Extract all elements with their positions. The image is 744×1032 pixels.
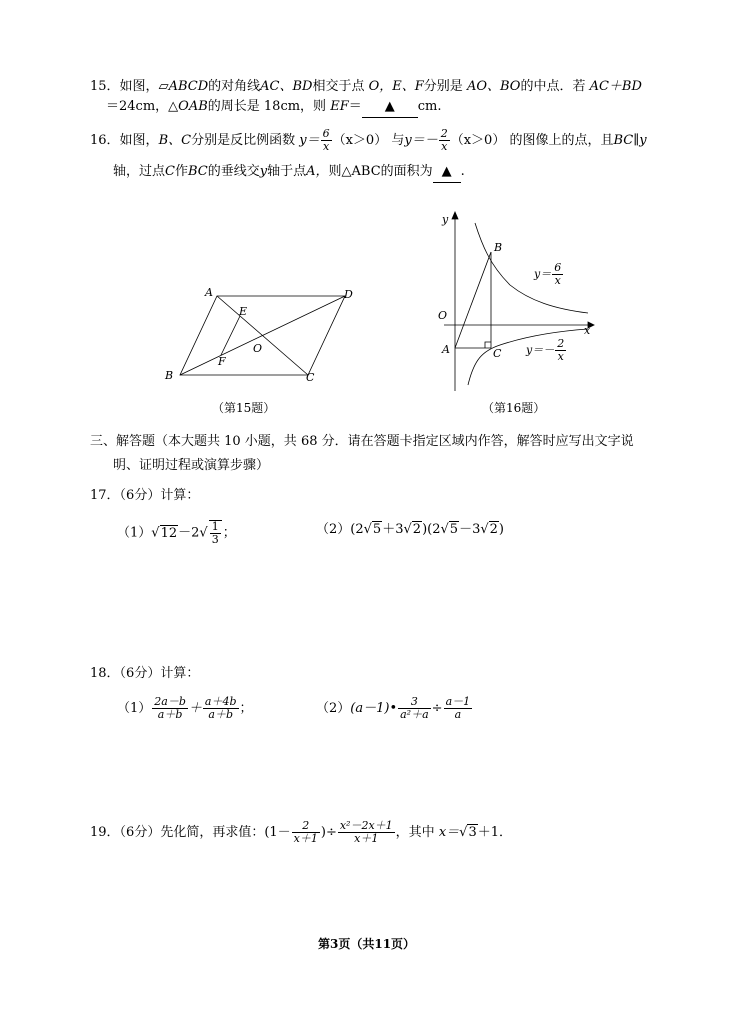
fraction: $\frac{6}{x}$	[322, 127, 330, 153]
fraction: $\frac{2}{x}$	[440, 127, 448, 153]
segment-ef	[221, 316, 240, 355]
label-x: x	[584, 324, 591, 337]
q19-line: 19．（6分）先化简，再求值：(1－ $\frac{2}{x+1}$ )÷ $\frac{\text{x²－2x＋1}}{x+1}$ ，其中 x＝√3＋1．	[90, 819, 513, 845]
label-b: B	[494, 241, 503, 254]
parallelogram-symbol: ▱	[158, 79, 169, 94]
curve-label-6-over-x: y＝ $\frac{6}{x}$	[534, 261, 562, 287]
fraction: $\frac{1}{3}$	[209, 520, 222, 546]
segment-ab	[455, 252, 491, 348]
figure-15-caption: （第15题）	[212, 401, 276, 415]
fraction: $\frac{a+4b}{a+b}$	[204, 695, 237, 721]
q17-header: 17．（6分）计算：	[90, 488, 200, 503]
figure-15-parallelogram	[160, 282, 370, 392]
q17-part-2: （2）(2√5＋3√2)(2√5－3√2)	[316, 522, 504, 537]
label-b: B	[165, 369, 174, 382]
fraction: $\frac{2a-b}{a+b}$	[154, 695, 186, 721]
fraction: $\frac{3}{\text{a²＋a}}$	[400, 695, 429, 721]
label-o: O	[438, 309, 448, 322]
figure-16-graph	[430, 205, 600, 395]
fraction: $\frac{\text{x²－2x＋1}}{x+1}$	[339, 819, 393, 845]
q16-line-1: 16．如图，B、C分别是反比例函数 y＝ $\frac{6}{x}$ （x＞0） 与y＝－ $\frac{2}{x}$ （x＞0） 的图像上的点，且BC∥y	[90, 127, 647, 153]
label-d: D	[344, 288, 353, 301]
label-f: F	[218, 355, 226, 368]
answer-blank: ▲	[362, 97, 418, 118]
q18-part-2: （2）(a－1)• $\frac{3}{\text{a²＋a}}$ ÷ $\frac{a-1}{a}$	[316, 695, 471, 721]
label-y: y	[442, 213, 449, 226]
fraction: $\frac{6}{x}$	[554, 261, 562, 287]
curve-label-neg-2-over-x: y＝－ $\frac{2}{x}$	[526, 337, 565, 363]
label-o: O	[253, 342, 263, 355]
label-a: A	[205, 286, 213, 299]
figure-16-caption: （第16题）	[482, 401, 546, 415]
q16-line-2: 轴，过点C作BC的垂线交y轴于点A，则△ABC的面积为 ▲ .	[113, 162, 465, 183]
q17-part-1: （1）√12－2√ $\frac{1}{3}$ ；	[117, 520, 236, 546]
q15-line-1: 15．如图，▱ABCD的对角线AC、BD相交于点 O，E、F分别是 AO、BO的中点．若 AC＋BD	[90, 79, 642, 94]
page-footer: 第3页（共11页）	[318, 937, 416, 951]
label-a: A	[442, 343, 450, 356]
fraction: $\frac{2}{x+1}$	[293, 819, 318, 845]
section-3-heading-cont: 明、证明过程或演算步骤）	[113, 458, 270, 473]
q15-line-2: ＝24cm，△OAB的周长是 18cm，则 EF＝ ▲ cm.	[106, 97, 441, 118]
label-c: C	[306, 371, 315, 384]
label-c: C	[493, 347, 502, 360]
q18-part-1: （1） $\frac{2a-b}{a+b}$ ＋ $\frac{a+4b}{a+b}$ ；	[117, 695, 253, 721]
label-e: E	[239, 305, 248, 318]
q18-header: 18．（6分）计算：	[90, 666, 200, 681]
fraction: $\frac{a-1}{a}$	[445, 695, 471, 721]
curve-y-6-over-x	[475, 223, 588, 313]
y-axis-arrow	[452, 212, 458, 219]
diagonal-bd	[180, 296, 345, 375]
section-3-heading: 三、解答题（本大题共 10 小题，共 68 分．请在答题卡指定区域内作答，解答时应写出文字说	[90, 434, 634, 449]
right-angle-mark	[485, 342, 491, 348]
answer-blank: ▲	[433, 162, 461, 183]
fraction: $\frac{2}{x}$	[557, 337, 565, 363]
